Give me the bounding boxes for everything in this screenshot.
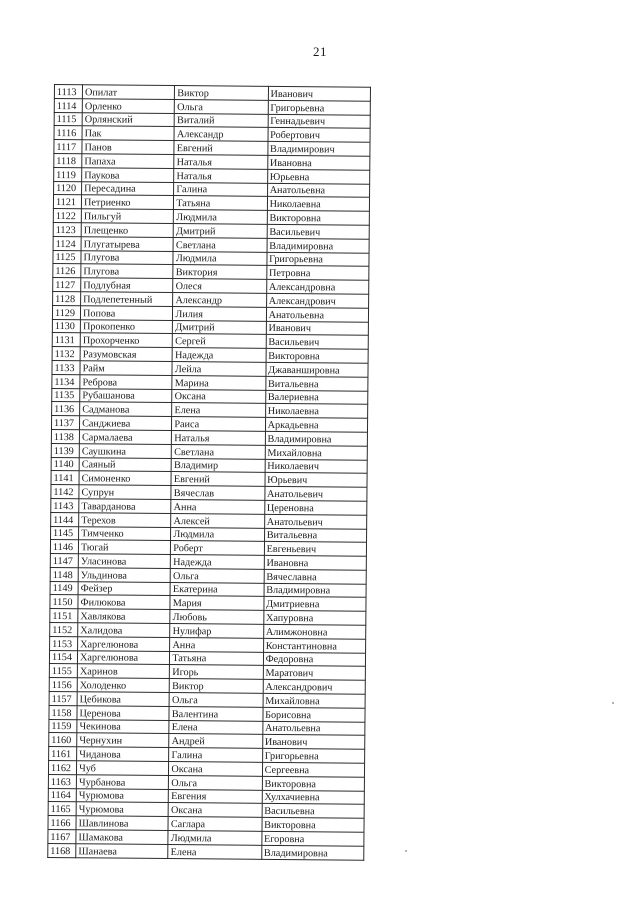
patronymic-cell: Маратович: [263, 666, 365, 681]
row-number: 1128: [53, 291, 81, 305]
patronymic-cell: Анатольевна: [267, 183, 369, 198]
row-number: 1121: [53, 195, 81, 209]
row-number: 1143: [51, 498, 79, 512]
patronymic-cell: Владимирович: [268, 142, 370, 157]
page-number: 21: [313, 44, 327, 59]
first-name-cell: Анна: [170, 637, 263, 652]
surname-cell: Плещенко: [81, 223, 173, 238]
first-name-cell: Владимир: [171, 458, 264, 473]
surname-cell: Церенова: [77, 706, 169, 721]
first-name-cell: Олеся: [173, 279, 266, 294]
first-name-cell: Мария: [170, 596, 263, 611]
patronymic-cell: Иванович: [266, 321, 368, 336]
surname-cell: Шамакова: [76, 830, 168, 845]
patronymic-cell: Цереновна: [264, 500, 366, 515]
patronymic-cell: Николаевна: [265, 404, 367, 419]
patronymic-cell: Григорьевна: [262, 749, 364, 764]
patronymic-cell: Викторовна: [266, 348, 368, 363]
scan-speck: [405, 850, 407, 852]
row-number: 1113: [54, 85, 82, 99]
surname-cell: Тюгай: [78, 540, 170, 555]
row-number: 1140: [51, 457, 79, 471]
table-row: [48, 843, 364, 860]
surname-cell: Ульдинова: [78, 568, 170, 583]
first-name-cell: Галина: [169, 748, 262, 763]
surname-cell: Пак: [82, 126, 174, 141]
patronymic-cell: Валериевна: [265, 390, 367, 405]
surname-cell: Сармалаева: [79, 430, 171, 445]
row-number: 1153: [50, 636, 78, 650]
first-name-cell: Александр: [173, 292, 266, 307]
patronymic-cell: Анатольевна: [266, 307, 368, 322]
row-number: 1154: [49, 650, 77, 664]
patronymic-cell: Викторовна: [267, 211, 369, 226]
row-number: 1134: [52, 374, 80, 388]
first-name-cell: Галина: [174, 182, 267, 197]
row-number: 1123: [53, 222, 81, 236]
patronymic-cell: Ивановна: [267, 155, 369, 170]
patronymic-cell: Робертович: [268, 128, 370, 143]
surname-cell: Фейзер: [78, 581, 170, 596]
surname-cell: Пильгуй: [81, 209, 173, 224]
names-table: [47, 84, 371, 860]
scan-speck: [612, 702, 614, 704]
row-number: 1142: [51, 485, 79, 499]
first-name-cell: Раиса: [172, 417, 265, 432]
row-number: 1125: [53, 250, 81, 264]
row-number: 1126: [53, 264, 81, 278]
row-number: 1157: [49, 692, 77, 706]
row-number: 1165: [48, 802, 76, 816]
surname-cell: Саушкина: [79, 443, 171, 458]
patronymic-cell: Владимировна: [261, 845, 363, 860]
surname-cell: Чурюмова: [76, 788, 168, 803]
first-name-cell: Виктория: [173, 265, 266, 280]
first-name-cell: Дмитрий: [173, 320, 266, 335]
first-name-cell: Евгения: [169, 789, 262, 804]
patronymic-cell: Вячеславна: [264, 569, 366, 584]
first-name-cell: Ольга: [169, 775, 262, 790]
row-number: 1166: [48, 816, 76, 830]
row-number: 1124: [53, 236, 81, 250]
patronymic-cell: Владимировна: [264, 583, 366, 598]
first-name-cell: Марина: [172, 375, 265, 390]
row-number: 1164: [48, 788, 76, 802]
surname-cell: Орлянский: [82, 112, 174, 127]
patronymic-cell: Васильевич: [267, 224, 369, 239]
row-number: 1139: [51, 443, 79, 457]
surname-cell: Супрун: [79, 485, 171, 500]
patronymic-cell: Сергеевна: [262, 762, 364, 777]
row-number: 1162: [48, 761, 76, 775]
surname-cell: Попова: [81, 305, 173, 320]
first-name-cell: Валентина: [169, 706, 262, 721]
first-name-cell: Ольга: [169, 693, 262, 708]
first-name-cell: Ольга: [175, 99, 268, 114]
surname-cell: Рубашанова: [80, 388, 172, 403]
patronymic-cell: Евгеньевич: [264, 542, 366, 557]
patronymic-cell: Ивановна: [264, 555, 366, 570]
table-body: [48, 85, 371, 860]
patronymic-cell: Александрович: [263, 680, 365, 695]
patronymic-cell: Юрьевич: [265, 473, 367, 488]
patronymic-cell: Викторовна: [262, 776, 364, 791]
first-name-cell: Надежда: [171, 555, 264, 570]
first-name-cell: Анна: [171, 499, 264, 514]
surname-cell: Филюкова: [78, 595, 170, 610]
first-name-cell: Людмила: [171, 527, 264, 542]
surname-cell: Уласинова: [78, 554, 170, 569]
surname-cell: Петриенко: [81, 195, 173, 210]
first-name-cell: Татьяна: [174, 196, 267, 211]
patronymic-cell: Григорьевна: [268, 100, 370, 115]
row-number: 1149: [50, 581, 78, 595]
patronymic-cell: Александрович: [266, 293, 368, 308]
first-name-cell: Людмила: [174, 210, 267, 225]
row-number: 1160: [49, 733, 77, 747]
surname-cell: Санджиева: [80, 416, 172, 431]
first-name-cell: Наталья: [172, 430, 265, 445]
row-number: 1156: [49, 678, 77, 692]
first-name-cell: Елена: [168, 844, 261, 859]
surname-cell: Папаха: [82, 154, 174, 169]
first-name-cell: Виталий: [174, 113, 267, 128]
first-name-cell: Виктор: [170, 679, 263, 694]
first-name-cell: Елена: [172, 403, 265, 418]
patronymic-cell: Васильевич: [266, 335, 368, 350]
row-number: 1158: [49, 705, 77, 719]
surname-cell: Панов: [82, 140, 174, 155]
row-number: 1159: [49, 719, 77, 733]
row-number: 1117: [54, 140, 82, 154]
patronymic-cell: Михайловна: [263, 693, 365, 708]
first-name-cell: Нулифар: [170, 624, 263, 639]
row-number: 1116: [54, 126, 82, 140]
surname-cell: Прокопенко: [80, 319, 172, 334]
row-number: 1133: [52, 360, 80, 374]
surname-cell: Хавлякова: [78, 609, 170, 624]
row-number: 1161: [49, 747, 77, 761]
first-name-cell: Елена: [169, 720, 262, 735]
row-number: 1151: [50, 609, 78, 623]
surname-cell: Прохорченко: [80, 333, 172, 348]
surname-cell: Чурюмова: [76, 802, 168, 817]
row-number: 1147: [50, 554, 78, 568]
surname-cell: Чернухин: [77, 733, 169, 748]
surname-cell: Холоденко: [77, 678, 169, 693]
row-number: 1145: [51, 526, 79, 540]
surname-cell: Терехов: [79, 512, 171, 527]
row-number: 1127: [53, 278, 81, 292]
surname-cell: Подлубная: [81, 278, 173, 293]
first-name-cell: Оксана: [168, 803, 261, 818]
surname-cell: Плугова: [81, 264, 173, 279]
row-number: 1130: [52, 319, 80, 333]
first-name-cell: Роберт: [171, 541, 264, 556]
first-name-cell: Саглара: [168, 817, 261, 832]
surname-cell: Тимченко: [79, 526, 171, 541]
patronymic-cell: Петровна: [266, 266, 368, 281]
patronymic-cell: Хулхачиевна: [262, 790, 364, 805]
first-name-cell: Лейла: [172, 361, 265, 376]
row-number: 1150: [50, 595, 78, 609]
patronymic-cell: Михайловна: [265, 445, 367, 460]
first-name-cell: Любовь: [170, 610, 263, 625]
first-name-cell: Андрей: [169, 734, 262, 749]
surname-cell: Пересадина: [82, 181, 174, 196]
patronymic-cell: Борисовна: [263, 707, 365, 722]
row-number: 1132: [52, 347, 80, 361]
patronymic-cell: Анатольевна: [262, 721, 364, 736]
patronymic-cell: Иванович: [262, 735, 364, 750]
row-number: 1148: [50, 567, 78, 581]
row-number: 1137: [51, 416, 79, 430]
surname-cell: Чиданова: [77, 747, 169, 762]
row-number: 1115: [54, 112, 82, 126]
first-name-cell: Ольга: [171, 568, 264, 583]
row-number: 1122: [53, 209, 81, 223]
patronymic-cell: Николаевич: [265, 459, 367, 474]
surname-cell: Плугатырева: [81, 237, 173, 252]
surname-cell: Таварданова: [79, 499, 171, 514]
first-name-cell: Дмитрий: [174, 224, 267, 239]
surname-cell: Харгелюнова: [78, 650, 170, 665]
row-number: 1168: [48, 843, 76, 857]
row-number: 1163: [48, 774, 76, 788]
surname-cell: Халидова: [78, 623, 170, 638]
first-name-cell: Евгений: [174, 141, 267, 156]
surname-cell: Паукова: [82, 168, 174, 183]
patronymic-cell: Егоровна: [262, 831, 364, 846]
surname-cell: Разумовская: [80, 347, 172, 362]
first-name-cell: Оксана: [172, 389, 265, 404]
patronymic-cell: Александровна: [266, 280, 368, 295]
surname-cell: Чуб: [77, 761, 169, 776]
patronymic-cell: Юрьевна: [267, 169, 369, 184]
first-name-cell: Светлана: [172, 444, 265, 459]
first-name-cell: Людмила: [168, 831, 261, 846]
patronymic-cell: Витальевна: [265, 376, 367, 391]
row-number: 1138: [51, 429, 79, 443]
surname-cell: Саяный: [79, 457, 171, 472]
first-name-cell: Екатерина: [170, 582, 263, 597]
surname-cell: Опилат: [82, 85, 174, 100]
row-number: 1118: [54, 153, 82, 167]
row-number: 1131: [52, 333, 80, 347]
surname-cell: Симоненко: [79, 471, 171, 486]
first-name-cell: Надежда: [172, 348, 265, 363]
row-number: 1129: [52, 305, 80, 319]
first-name-cell: Виктор: [175, 86, 268, 101]
patronymic-cell: Геннадьевич: [268, 114, 370, 129]
row-number: 1155: [49, 664, 77, 678]
surname-cell: Шанаева: [76, 844, 168, 859]
row-number: 1114: [54, 98, 82, 112]
surname-cell: Орленко: [82, 99, 174, 114]
patronymic-cell: Алимжоновна: [263, 624, 365, 639]
row-number: 1120: [54, 181, 82, 195]
patronymic-cell: Анатольевич: [264, 514, 366, 529]
surname-cell: Реброва: [80, 374, 172, 389]
row-number: 1167: [48, 830, 76, 844]
patronymic-cell: Константиновна: [263, 638, 365, 653]
surname-cell: Подлепетенный: [81, 292, 173, 307]
row-number: 1119: [54, 167, 82, 181]
patronymic-cell: Григорьевна: [267, 252, 369, 267]
patronymic-cell: Николаевна: [267, 197, 369, 212]
surname-cell: Райм: [80, 361, 172, 376]
surname-cell: Чекинова: [77, 719, 169, 734]
surname-cell: Харгелюнова: [78, 637, 170, 652]
patronymic-cell: Джаваншировна: [266, 362, 368, 377]
surname-cell: Шавлинова: [76, 816, 168, 831]
surname-cell: Садманова: [80, 402, 172, 417]
patronymic-cell: Хапуровна: [263, 611, 365, 626]
patronymic-cell: Викторовна: [262, 818, 364, 833]
first-name-cell: Людмила: [173, 251, 266, 266]
row-number: 1136: [52, 402, 80, 416]
patronymic-cell: Федоровна: [263, 652, 365, 667]
first-name-cell: Лилия: [173, 306, 266, 321]
patronymic-cell: Витальевна: [264, 528, 366, 543]
first-name-cell: Вячеслав: [171, 486, 264, 501]
row-number: 1144: [51, 512, 79, 526]
surname-cell: Плугова: [81, 250, 173, 265]
surname-cell: Чурбанова: [76, 775, 168, 790]
patronymic-cell: Анатольевич: [265, 486, 367, 501]
first-name-cell: Наталья: [174, 155, 267, 170]
patronymic-cell: Владимировна: [267, 238, 369, 253]
row-number: 1135: [52, 388, 80, 402]
patronymic-cell: Аркадьевна: [265, 417, 367, 432]
first-name-cell: Оксана: [169, 762, 262, 777]
row-number: 1152: [50, 623, 78, 637]
first-name-cell: Татьяна: [170, 651, 263, 666]
row-number: 1146: [50, 540, 78, 554]
first-name-cell: Евгений: [171, 472, 264, 487]
patronymic-cell: Иванович: [268, 86, 370, 101]
first-name-cell: Наталья: [174, 168, 267, 183]
surname-cell: Цебикова: [77, 692, 169, 707]
surname-cell: Харинов: [77, 664, 169, 679]
patronymic-cell: Васильевна: [262, 804, 364, 819]
row-number: 1141: [51, 471, 79, 485]
first-name-cell: Александр: [174, 127, 267, 142]
first-name-cell: Игорь: [170, 665, 263, 680]
first-name-cell: Светлана: [173, 237, 266, 252]
first-name-cell: Алексей: [171, 513, 264, 528]
first-name-cell: Сергей: [173, 334, 266, 349]
patronymic-cell: Дмитриевна: [264, 597, 366, 612]
patronymic-cell: Владимировна: [265, 431, 367, 446]
